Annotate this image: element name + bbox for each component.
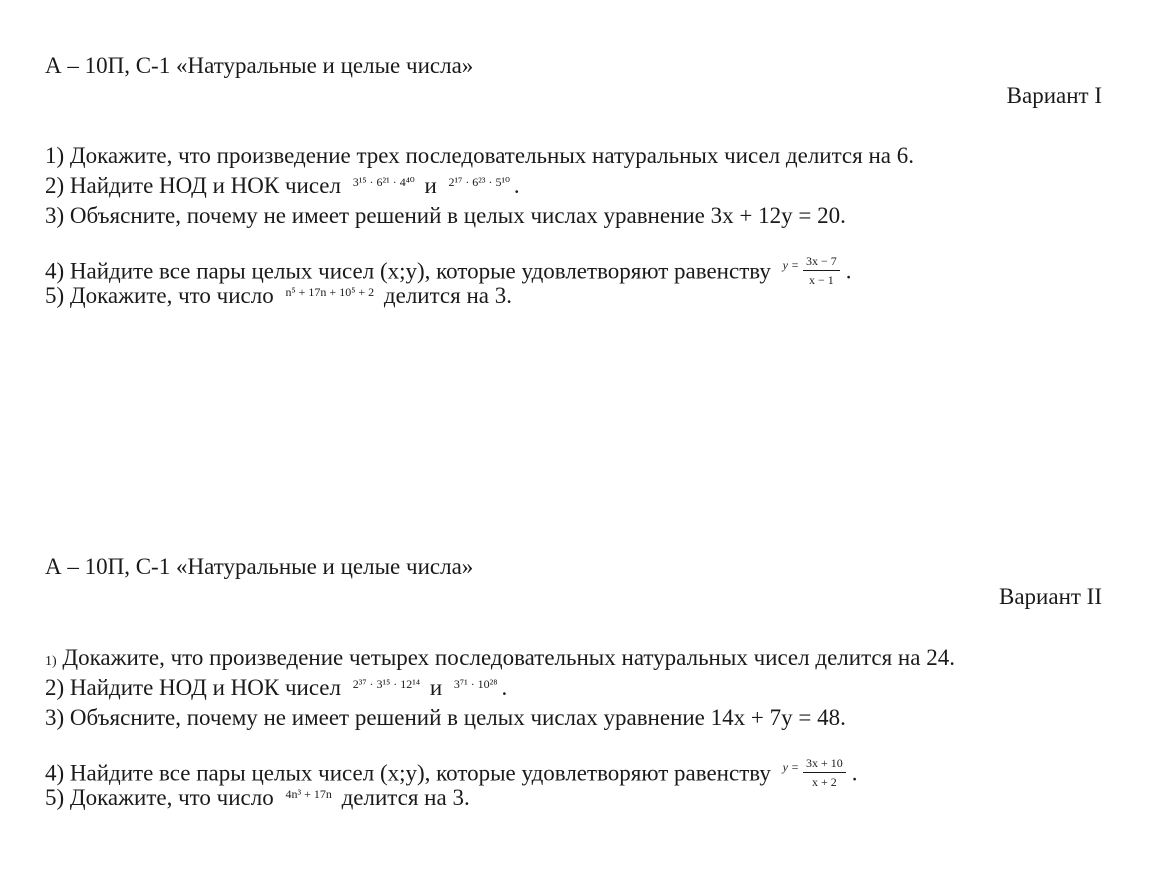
task2-prefix: 2) Найдите НОД и НОК чисел — [45, 675, 341, 700]
variant1-task3: 3) Объясните, почему не имеет решений в целых числах уравнение 3x + 12y = 20. — [45, 203, 846, 228]
variant1-task2 — [45, 172, 520, 200]
task5-expression: 4n³ + 17n — [285, 787, 332, 801]
fraction-numerator: 3x − 7 — [803, 252, 840, 271]
variant1-label: Вариант I — [1006, 83, 1102, 108]
task2-expression-a: 3¹⁵ · 6²¹ · 4⁴⁰ — [352, 175, 415, 189]
fraction-numerator: 3x + 10 — [803, 754, 846, 773]
fraction-lhs: y = — [782, 759, 800, 774]
variant2-task1 — [45, 644, 955, 676]
fraction-lhs: y = — [782, 257, 800, 272]
variant2-header: А – 10П, С-1 «Натуральные и целые числа» — [45, 554, 474, 579]
task1-text: Докажите, что произведение четырех последовательных натуральных чисел делится на 24. — [62, 645, 955, 670]
task2-prefix: 2) Найдите НОД и НОК чисел — [45, 173, 341, 198]
task2-expression-b: 2¹⁷ · 6²³ · 5¹⁰ — [448, 175, 510, 189]
task4-end: . — [845, 258, 852, 284]
task1-number: 1) — [45, 654, 57, 669]
task2-and: и — [424, 173, 437, 198]
variant2-label: Вариант II — [999, 584, 1102, 609]
fraction-denominator: x + 2 — [812, 775, 837, 789]
task5-prefix: 5) Докажите, что число — [45, 283, 274, 308]
task4-fraction — [783, 252, 840, 289]
task4-fraction — [783, 754, 846, 791]
task2-and: и — [429, 675, 443, 700]
variant1-header: А – 10П, С-1 «Натуральные и целые числа» — [45, 53, 474, 78]
task2-end: . — [501, 675, 508, 700]
variant1-task1: 1) Докажите, что произведение трех последовательных натуральных чисел делится на 6. — [45, 143, 914, 168]
task2-expression-b: 3⁷¹ · 10²⁸ — [453, 677, 498, 691]
task2-end: . — [513, 173, 520, 198]
task5-suffix: делится на 3. — [383, 283, 512, 308]
task4-prefix: 4) Найдите все пары целых чисел (x;y), которые удовлетворяют равенству — [45, 258, 771, 284]
task5-expression: n⁵ + 17n + 10⁵ + 2 — [285, 285, 375, 299]
task5-prefix: 5) Докажите, что число — [45, 785, 274, 810]
variant2-task5 — [45, 784, 470, 812]
task5-suffix: делится на 3. — [341, 785, 470, 810]
task4-end: . — [851, 760, 858, 786]
task2-expression-a: 2³⁷ · 3¹⁵ · 12¹⁴ — [352, 677, 421, 691]
variant2-task2 — [45, 674, 507, 702]
variant1-task5 — [45, 282, 512, 310]
variant2-task3: 3) Объясните, почему не имеет решений в целых числах уравнение 14x + 7y = 48. — [45, 705, 846, 730]
fraction-denominator: x − 1 — [809, 273, 834, 287]
task4-prefix: 4) Найдите все пары целых чисел (x;y), которые удовлетворяют равенству — [45, 760, 771, 786]
